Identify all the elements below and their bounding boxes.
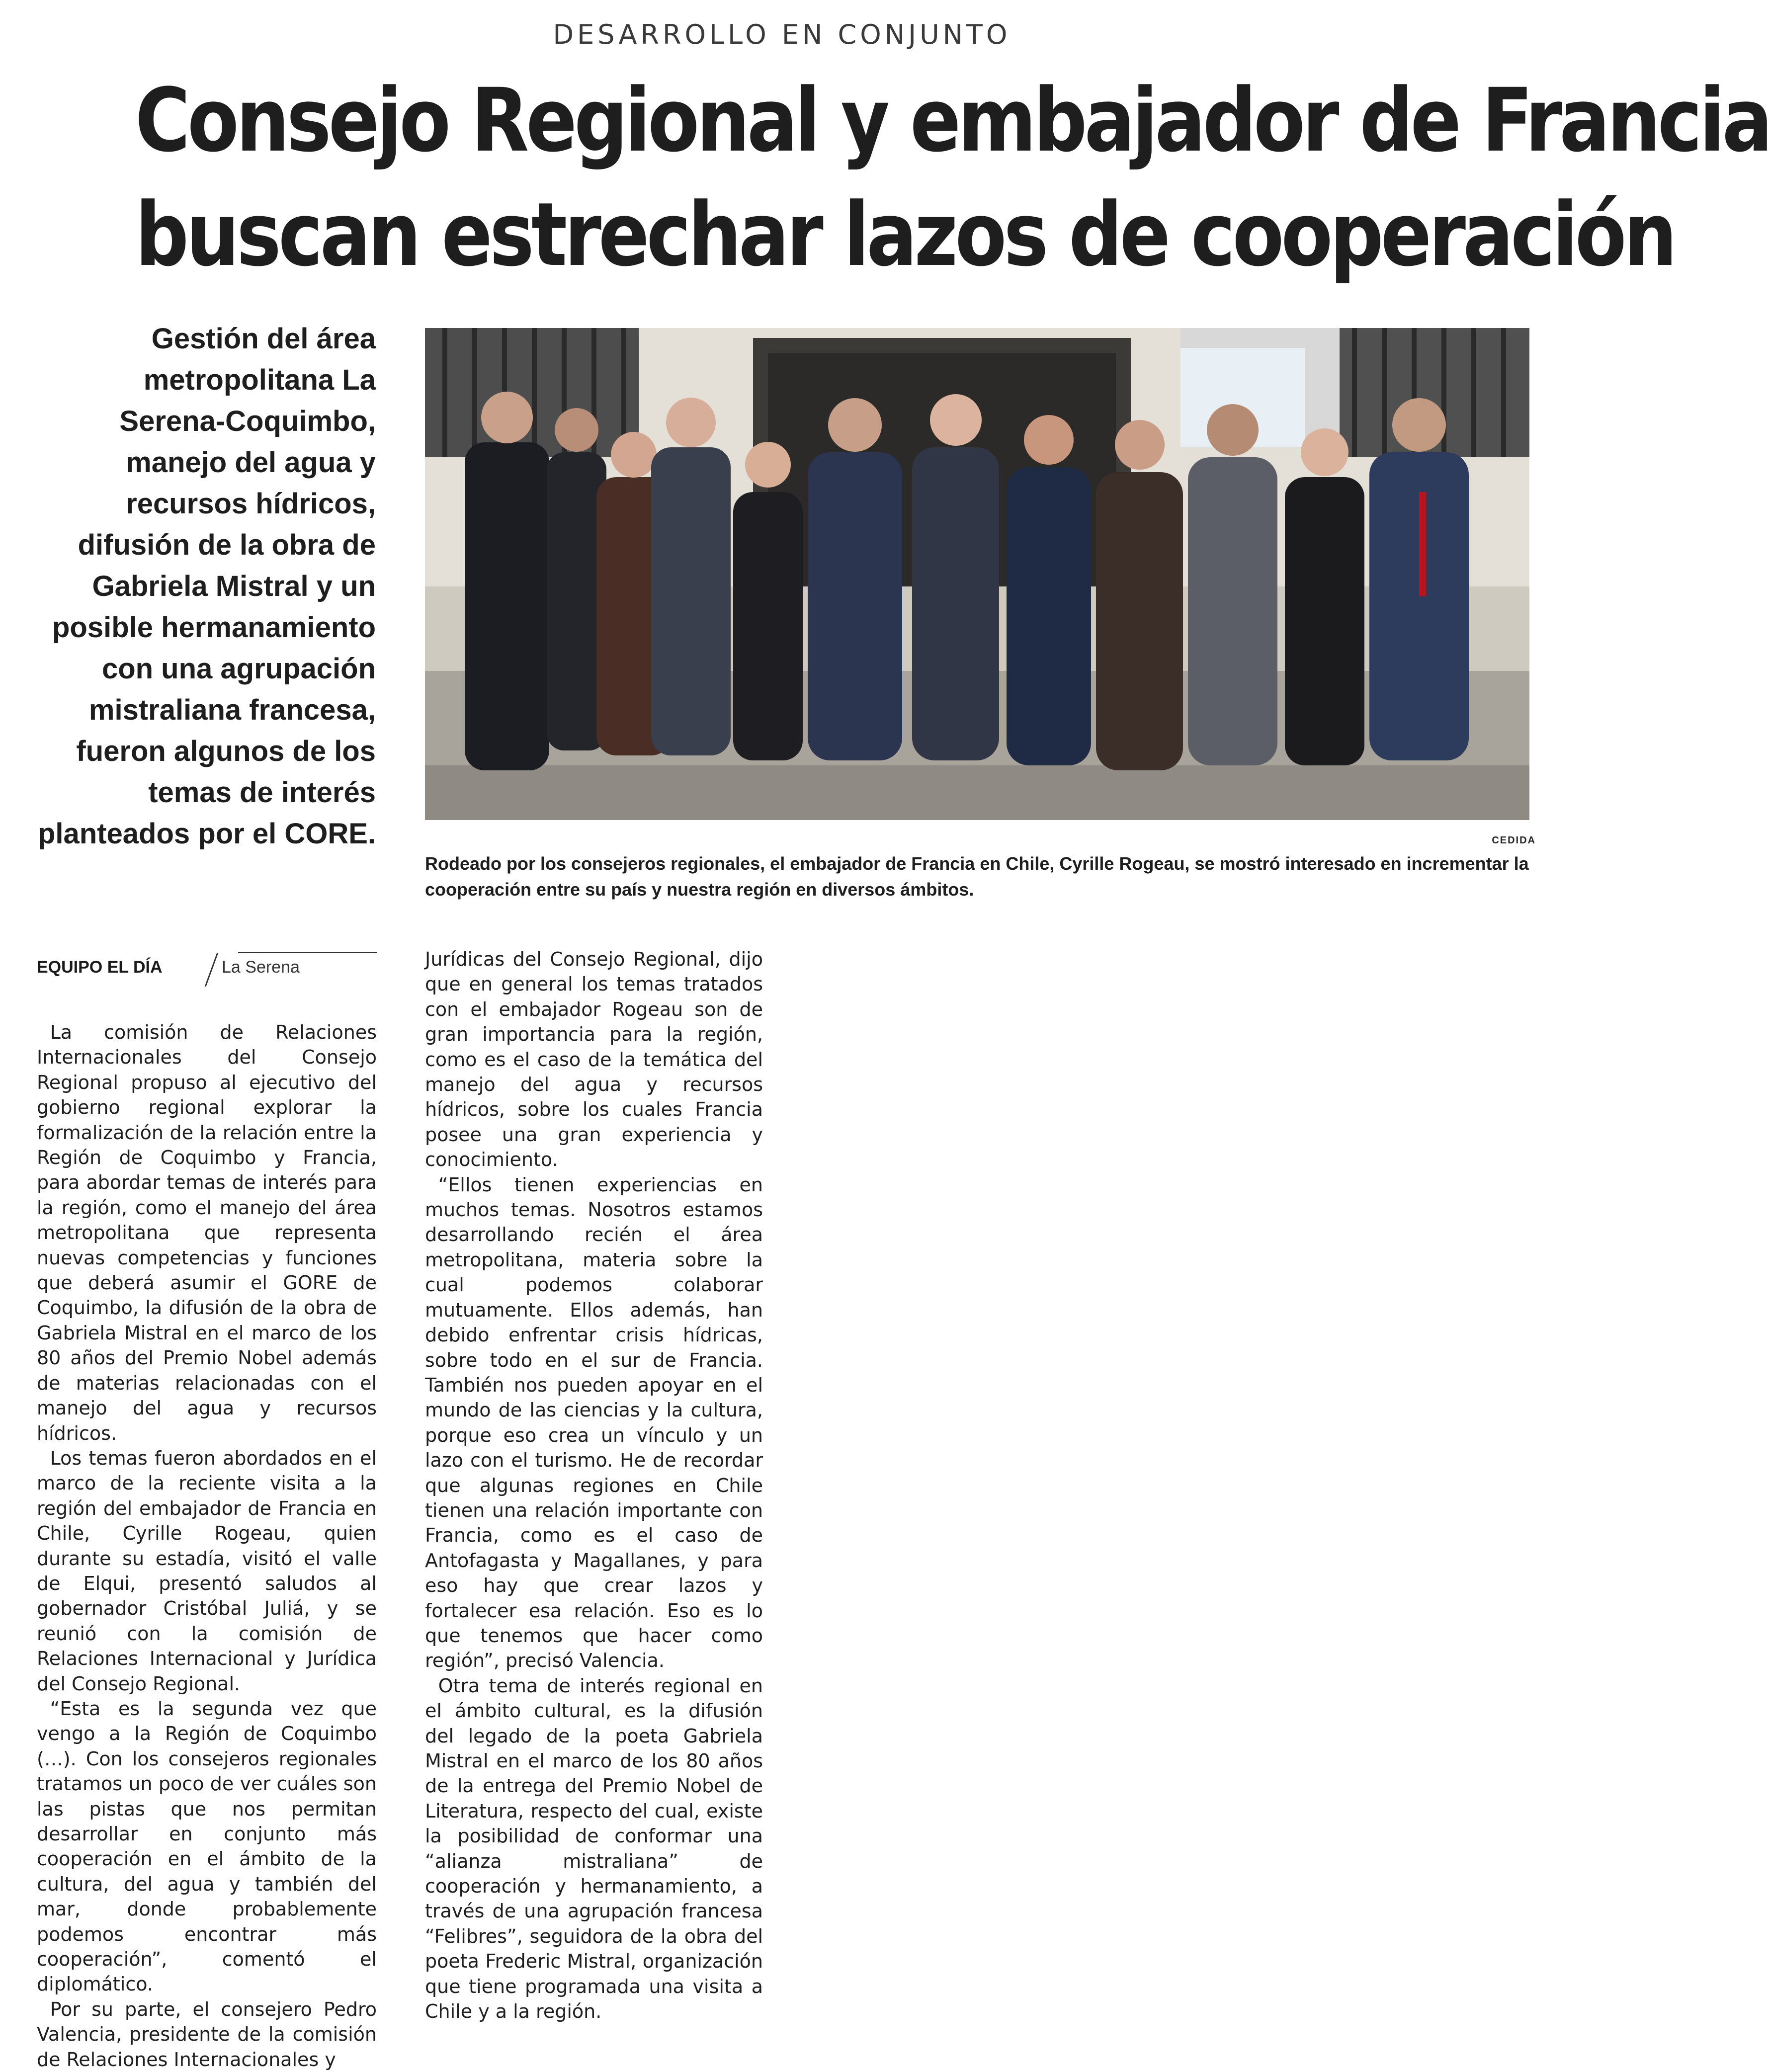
group-photo-illustration [425, 328, 1529, 820]
byline-divider [205, 953, 219, 987]
body-paragraph-continued: Jurídicas del Consejo Regional, dijo que en general los temas tratados con el embajador Rogeau son de gran importancia para la región, como es el caso de la temática del manejo del agua y recursos hídricos, sobre los cuales Francia posee una gran experiencia y conocimiento. [425, 948, 763, 1171]
byline [37, 952, 377, 987]
section-kicker: DESARROLLO EN CONJUNTO [553, 19, 1011, 50]
byline-rule [238, 952, 377, 953]
byline-city: La Serena [222, 958, 300, 977]
photo-credit: CEDIDA [1492, 835, 1536, 846]
article-column-2 [425, 947, 763, 2024]
body-paragraph: “Ellos tienen experiencias en muchos temas. Nosotros estamos desarrollando recién el área metropolitana, materia sobre la cual podemos colaborar mutuamente. Ellos además, han debido enfrentar crisis hídricas, sobre todo en el sur de Francia. También nos pueden apoyar en el mundo de las ciencias y la cultura, porque eso crea un vínculo y un lazo con el turismo. He de recordar que algunas regiones en Chile tienen una relación importante con Francia, como es el caso de Antofagasta y Magallanes, y para eso hay que crear lazos y fortalecer esa relación. Eso es lo que tenemos que hacer como región”, precisó Valencia. [425, 1173, 763, 1672]
body-paragraph: Por su parte, el consejero Pedro Valencia, presidente de la comisión de Relaciones Internacionales y [37, 1998, 377, 2071]
byline-author: EQUIPO EL DÍA [37, 958, 163, 977]
group-photo [425, 328, 1529, 820]
body-paragraph: La comisión de Relaciones Internacionales del Consejo Regional propuso al ejecutivo del gobierno regional explorar la formalización de la relación entre la Región de Coquimbo y Francia, para abordar temas de interés para la región, como el manejo del área metropolitana que representa nuevas competencias y funciones que deberá asumir el GORE de Coquimbo, la difusión de la obra de Gabriela Mistral en el marco de los 80 años del Premio Nobel además de materias relacionadas con el manejo del agua y recursos hídricos. [37, 1021, 377, 1444]
photo-caption: Rodeado por los consejeros regionales, el embajador de Francia en Chile, Cyrille Rogeau, se mostró interesado en incrementar la cooperación entre su país y nuestra región en diversos ámbitos. [425, 853, 1529, 900]
headline-line-2: buscan estrechar lazos de cooperación [135, 184, 1675, 286]
lead-paragraph: Gestión del área metropolitana La Serena-Coquimbo, manejo del agua y recursos hídricos, difusión de la obra de Gabriela Mistral y un posible hermanamiento con una agrupación mistraliana francesa, fueron algunos de los temas de interés planteados por el CORE. [38, 323, 376, 850]
article-column-1 [37, 1020, 377, 2072]
body-paragraph: Otra tema de interés regional en el ámbito cultural, es la difusión del legado de la poeta Gabriela Mistral en el marco de los 80 años de la entrega del Premio Nobel de Literatura, respecto del cual, existe la posibilidad de conformar una “alianza mistraliana” de cooperación y hermanamiento, a través de una agrupación francesa “Felibres”, seguidora de la obra del poeta Frederic Mistral, organización que tiene programada una visita a Chile y a la región. [425, 1674, 763, 2023]
headline [135, 64, 1770, 292]
body-paragraph: “Esta es la segunda vez que vengo a la Región de Coquimbo (…). Con los consejeros regionales tratamos un poco de ver cuáles son las pistas que nos permitan desarrollar en conjunto más cooperación en el ámbito de la cultura, del agua y también del mar, donde probablemente podemos encontrar más cooperación”, comentó el diplomático. [37, 1697, 377, 1995]
headline-line-1: Consejo Regional y embajador de Francia [135, 70, 1770, 171]
body-paragraph: Los temas fueron abordados en el marco de la reciente visita a la región del embajador de Francia en Chile, Cyrille Rogeau, quien durante su estadía, visitó el valle de Elqui, presentó saludos al gobernador Cristóbal Juliá, y se reunió con la comisión de Relaciones Internacional y Jurídica del Consejo Regional. [37, 1447, 377, 1695]
